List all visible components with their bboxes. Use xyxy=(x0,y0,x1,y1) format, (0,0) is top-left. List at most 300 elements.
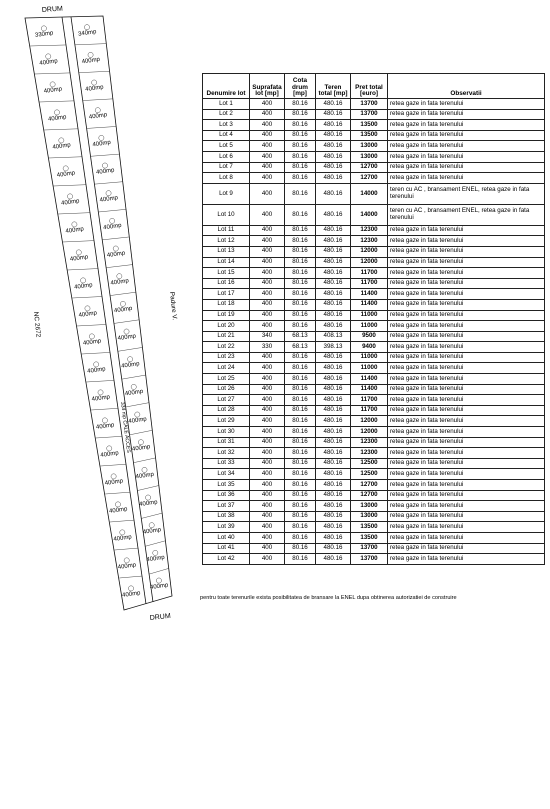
lot-name-cell: Lot 38 xyxy=(203,511,250,522)
lot-name-cell: Lot 14 xyxy=(203,257,250,268)
lot-area-label: 400mp xyxy=(87,366,107,375)
lot-divider xyxy=(119,576,142,578)
lot-number-marker xyxy=(76,250,81,255)
total-land-cell: 480.16 xyxy=(316,480,351,491)
total-land-cell: 480.16 xyxy=(316,204,351,225)
total-land-cell: 480.16 xyxy=(316,374,351,385)
lot-area-label: 400mp xyxy=(113,534,133,543)
road-share-cell: 80.16 xyxy=(285,278,316,289)
table-row xyxy=(203,278,545,289)
lot-divider xyxy=(39,101,74,102)
notes-cell: retea gaze in fata terenului xyxy=(388,268,545,279)
table-row xyxy=(203,130,545,141)
lot-area-label: 400mp xyxy=(60,198,80,207)
lots-table xyxy=(202,73,545,565)
table-row xyxy=(203,554,545,565)
price-cell: 13000 xyxy=(351,141,388,152)
plot-outline xyxy=(25,16,172,610)
lot-area-cell: 400 xyxy=(250,522,285,533)
lot-number-marker xyxy=(131,384,136,389)
notes-cell: retea gaze in fata terenului xyxy=(388,511,545,522)
lot-area-cell: 400 xyxy=(250,246,285,257)
total-land-cell: 480.16 xyxy=(316,554,351,565)
total-land-cell: 480.16 xyxy=(316,522,351,533)
lot-name-cell: Lot 12 xyxy=(203,236,250,247)
price-cell: 12700 xyxy=(351,173,388,184)
total-land-cell: 480.16 xyxy=(316,246,351,257)
notes-cell: retea gaze in fata terenului xyxy=(388,554,545,565)
notes-cell: retea gaze in fata terenului xyxy=(388,120,545,131)
road-bottom-label: DRUM xyxy=(149,612,172,622)
total-land-cell: 480.16 xyxy=(316,130,351,141)
road-share-cell: 80.16 xyxy=(285,501,316,512)
total-land-cell: 480.16 xyxy=(316,490,351,501)
lot-area-label: 400mp xyxy=(69,254,89,263)
road-share-cell: 80.16 xyxy=(285,299,316,310)
notes-cell: retea gaze in fata terenului xyxy=(388,278,545,289)
road-share-cell: 80.16 xyxy=(285,141,316,152)
road-share-cell: 80.16 xyxy=(285,321,316,332)
lot-area-label: 400mp xyxy=(104,478,124,487)
lot-number-marker xyxy=(142,467,147,472)
price-cell: 13500 xyxy=(351,532,388,543)
notes-cell: retea gaze in fata terenului xyxy=(388,363,545,374)
notes-cell: retea gaze in fata terenului xyxy=(388,151,545,162)
lot-area-cell: 400 xyxy=(250,289,285,300)
road-share-cell: 80.16 xyxy=(285,554,316,565)
price-cell: 11700 xyxy=(351,395,388,406)
col-header-total-land: Teren total [mp] xyxy=(316,74,351,99)
lot-area-cell: 400 xyxy=(250,257,285,268)
lot-name-cell: Lot 34 xyxy=(203,469,250,480)
lot-number-marker xyxy=(59,138,64,143)
table-row xyxy=(203,342,545,353)
lot-area-cell: 400 xyxy=(250,151,285,162)
lot-divider xyxy=(130,430,153,435)
lot-area-label: 400mp xyxy=(128,416,148,426)
price-cell: 9400 xyxy=(351,342,388,353)
lot-name-cell: Lot 6 xyxy=(203,151,250,162)
road-share-cell: 80.16 xyxy=(285,448,316,459)
lot-name-cell: Lot 42 xyxy=(203,554,250,565)
lot-area-label: 400mp xyxy=(56,170,76,179)
total-land-cell: 480.16 xyxy=(316,395,351,406)
lot-number-marker xyxy=(111,474,116,479)
lot-area-label: 400mp xyxy=(138,499,158,509)
table-row xyxy=(203,480,545,491)
lot-area-label: 400mp xyxy=(95,167,115,177)
lot-name-cell: Lot 16 xyxy=(203,278,250,289)
notes-cell: retea gaze in fata terenului xyxy=(388,331,545,342)
lot-name-cell: Lot 3 xyxy=(203,120,250,131)
lot-area-label: 400mp xyxy=(131,444,151,453)
table-row xyxy=(203,289,545,300)
table-row xyxy=(203,352,545,363)
total-land-cell: 480.16 xyxy=(316,405,351,416)
price-cell: 12700 xyxy=(351,162,388,173)
lot-area-label: 400mp xyxy=(120,361,140,370)
lot-name-cell: Lot 40 xyxy=(203,532,250,543)
table-row xyxy=(203,173,545,184)
road-share-cell: 80.16 xyxy=(285,490,316,501)
lot-number-marker xyxy=(81,278,86,283)
total-land-cell: 480.16 xyxy=(316,299,351,310)
table-row xyxy=(203,162,545,173)
table-row xyxy=(203,395,545,406)
total-land-cell: 480.16 xyxy=(316,162,351,173)
access-road-label: 334 mp CALE ACCES xyxy=(119,401,132,454)
lot-name-cell: Lot 8 xyxy=(203,173,250,184)
lot-name-cell: Lot 10 xyxy=(203,204,250,225)
table-row xyxy=(203,458,545,469)
lot-name-cell: Lot 26 xyxy=(203,384,250,395)
road-share-cell: 80.16 xyxy=(285,543,316,554)
lot-divider xyxy=(34,73,70,74)
price-cell: 13700 xyxy=(351,109,388,120)
price-cell: 12300 xyxy=(351,236,388,247)
table-row xyxy=(203,543,545,554)
lot-number-marker xyxy=(67,194,72,199)
price-cell: 12500 xyxy=(351,458,388,469)
table-row xyxy=(203,268,545,279)
road-share-cell: 80.16 xyxy=(285,352,316,363)
road-share-cell: 80.16 xyxy=(285,310,316,321)
price-cell: 12000 xyxy=(351,257,388,268)
total-land-cell: 480.16 xyxy=(316,384,351,395)
total-land-cell: 480.16 xyxy=(316,257,351,268)
notes-cell: retea gaze in fata terenului xyxy=(388,130,545,141)
price-cell: 13700 xyxy=(351,543,388,554)
notes-cell: retea gaze in fata terenului xyxy=(388,437,545,448)
price-cell: 12000 xyxy=(351,246,388,257)
lot-name-cell: Lot 2 xyxy=(203,109,250,120)
lot-area-label: 400mp xyxy=(82,338,102,347)
lot-area-cell: 400 xyxy=(250,141,285,152)
lot-number-marker xyxy=(120,530,125,535)
total-land-cell: 480.16 xyxy=(316,120,351,131)
lot-divider xyxy=(126,403,149,407)
lot-divider xyxy=(149,568,169,574)
lot-divider xyxy=(58,213,90,214)
lot-area-cell: 400 xyxy=(250,99,285,110)
total-land-cell: 480.16 xyxy=(316,321,351,332)
notes-cell: retea gaze in fata terenului xyxy=(388,342,545,353)
road-share-cell: 68.13 xyxy=(285,331,316,342)
table-row xyxy=(203,141,545,152)
notes-cell: retea gaze in fata terenului xyxy=(388,246,545,257)
lot-number-marker xyxy=(41,26,46,31)
lot-divider xyxy=(106,265,132,268)
lot-name-cell: Lot 37 xyxy=(203,501,250,512)
lot-name-cell: Lot 31 xyxy=(203,437,250,448)
lot-divider xyxy=(114,320,139,324)
notes-cell: retea gaze in fata terenului xyxy=(388,99,545,110)
lot-area-cell: 400 xyxy=(250,173,285,184)
lot-name-cell: Lot 23 xyxy=(203,352,250,363)
lot-number-marker xyxy=(95,108,100,113)
total-land-cell: 480.16 xyxy=(316,427,351,438)
table-row xyxy=(203,257,545,268)
table-row xyxy=(203,299,545,310)
road-share-cell: 80.16 xyxy=(285,469,316,480)
lot-area-cell: 400 xyxy=(250,416,285,427)
right-neighbor-label: Padure V. xyxy=(168,291,178,321)
lot-divider xyxy=(115,548,138,550)
lot-area-cell: 400 xyxy=(250,183,285,204)
total-land-cell: 480.16 xyxy=(316,183,351,204)
road-share-cell: 80.16 xyxy=(285,395,316,406)
lot-area-cell: 400 xyxy=(250,532,285,543)
road-share-cell: 80.16 xyxy=(285,427,316,438)
lot-area-label: 400mp xyxy=(81,56,101,66)
table-row xyxy=(203,99,545,110)
notes-cell: retea gaze in fata terenului xyxy=(388,109,545,120)
lot-divider xyxy=(44,129,78,130)
lot-area-cell: 400 xyxy=(250,469,285,480)
lot-number-marker xyxy=(72,222,77,227)
lot-divider xyxy=(63,241,94,242)
lot-area-cell: 400 xyxy=(250,310,285,321)
lot-number-marker xyxy=(88,52,93,57)
road-share-cell: 80.16 xyxy=(285,532,316,543)
lot-area-label: 400mp xyxy=(102,222,122,232)
road-share-cell: 80.16 xyxy=(285,183,316,204)
road-share-cell: 68.13 xyxy=(285,342,316,353)
lot-area-cell: 400 xyxy=(250,543,285,554)
lot-divider xyxy=(105,492,130,494)
col-header-road-share: Cota drum [mp] xyxy=(285,74,316,99)
notes-cell: retea gaze in fata terenului xyxy=(388,395,545,406)
lot-number-marker xyxy=(85,306,90,311)
price-cell: 13700 xyxy=(351,554,388,565)
lot-divider xyxy=(96,436,122,438)
road-share-cell: 80.16 xyxy=(285,173,316,184)
table-row xyxy=(203,469,545,480)
lot-number-marker xyxy=(46,54,51,59)
table-row xyxy=(203,532,545,543)
road-share-cell: 80.16 xyxy=(285,268,316,279)
lot-area-label: 330mp xyxy=(34,30,54,39)
lot-divider xyxy=(30,45,66,46)
table-row xyxy=(203,204,545,225)
table-row xyxy=(203,490,545,501)
lot-divider xyxy=(98,209,126,212)
lot-area-cell: 400 xyxy=(250,236,285,247)
total-land-cell: 480.16 xyxy=(316,511,351,522)
table-header-row xyxy=(203,74,545,99)
lot-number-marker xyxy=(153,550,158,555)
subdivision-plan xyxy=(0,0,200,640)
lot-divider xyxy=(102,237,129,240)
lot-area-label: 400mp xyxy=(92,139,112,149)
price-cell: 11700 xyxy=(351,268,388,279)
lot-area-cell: 400 xyxy=(250,554,285,565)
lot-area-label: 400mp xyxy=(39,58,59,67)
lot-number-marker xyxy=(98,390,103,395)
lot-divider xyxy=(91,408,118,410)
lot-divider xyxy=(75,44,106,45)
lot-area-cell: 400 xyxy=(250,268,285,279)
total-land-cell: 480.16 xyxy=(316,109,351,120)
total-land-cell: 480.16 xyxy=(316,458,351,469)
total-land-cell: 480.16 xyxy=(316,501,351,512)
lot-area-label: 400mp xyxy=(106,250,126,260)
road-share-cell: 80.16 xyxy=(285,405,316,416)
lot-name-cell: Lot 13 xyxy=(203,246,250,257)
lot-number-marker xyxy=(135,412,140,417)
lot-divider xyxy=(83,99,113,101)
lot-divider xyxy=(91,154,120,156)
lot-area-cell: 400 xyxy=(250,162,285,173)
road-share-cell: 80.16 xyxy=(285,511,316,522)
left-neighbor-label: NC 2672 xyxy=(32,311,42,338)
road-share-cell: 80.16 xyxy=(285,384,316,395)
lot-name-cell: Lot 11 xyxy=(203,225,250,236)
lot-divider xyxy=(100,464,126,466)
price-cell: 11000 xyxy=(351,321,388,332)
table-row xyxy=(203,511,545,522)
lot-number-marker xyxy=(124,558,129,563)
lot-divider xyxy=(72,297,102,298)
lot-divider xyxy=(141,513,162,518)
road-share-cell: 80.16 xyxy=(285,363,316,374)
lot-area-cell: 400 xyxy=(250,384,285,395)
lot-area-label: 400mp xyxy=(117,333,137,343)
lot-divider xyxy=(122,375,146,379)
lot-divider xyxy=(145,541,165,547)
road-share-cell: 80.16 xyxy=(285,204,316,225)
total-land-cell: 398.13 xyxy=(316,342,351,353)
price-cell: 12000 xyxy=(351,427,388,438)
lot-area-cell: 400 xyxy=(250,448,285,459)
lot-name-cell: Lot 25 xyxy=(203,374,250,385)
lot-area-label: 400mp xyxy=(108,506,128,515)
total-land-cell: 480.16 xyxy=(316,416,351,427)
lot-name-cell: Lot 36 xyxy=(203,490,250,501)
lot-area-cell: 400 xyxy=(250,511,285,522)
table-row xyxy=(203,427,545,438)
lot-number-marker xyxy=(113,246,118,251)
road-share-cell: 80.16 xyxy=(285,151,316,162)
lot-number-marker xyxy=(102,163,107,168)
lot-divider xyxy=(137,486,158,491)
table-row xyxy=(203,363,545,374)
road-share-cell: 80.16 xyxy=(285,99,316,110)
road-share-cell: 80.16 xyxy=(285,289,316,300)
table-row xyxy=(203,109,545,120)
lot-divider xyxy=(79,71,110,72)
lot-name-cell: Lot 24 xyxy=(203,363,250,374)
lot-name-cell: Lot 21 xyxy=(203,331,250,342)
total-land-cell: 480.16 xyxy=(316,236,351,247)
lot-name-cell: Lot 39 xyxy=(203,522,250,533)
lot-number-marker xyxy=(89,334,94,339)
lot-number-marker xyxy=(128,357,133,362)
price-cell: 12000 xyxy=(351,416,388,427)
lot-name-cell: Lot 15 xyxy=(203,268,250,279)
lot-number-marker xyxy=(149,523,154,528)
notes-cell: retea gaze in fata terenului xyxy=(388,532,545,543)
lot-area-label: 400mp xyxy=(78,310,98,319)
lot-area-cell: 400 xyxy=(250,130,285,141)
lot-area-cell: 400 xyxy=(250,363,285,374)
total-land-cell: 480.16 xyxy=(316,532,351,543)
total-land-cell: 480.16 xyxy=(316,151,351,162)
notes-cell: retea gaze in fata terenului xyxy=(388,427,545,438)
total-land-cell: 480.16 xyxy=(316,363,351,374)
lot-number-marker xyxy=(110,218,115,223)
price-cell: 13000 xyxy=(351,151,388,162)
road-share-cell: 80.16 xyxy=(285,374,316,385)
lot-area-label: 340mp xyxy=(77,29,97,38)
lot-area-cell: 400 xyxy=(250,278,285,289)
lot-area-label: 400mp xyxy=(110,278,130,287)
total-land-cell: 480.16 xyxy=(316,268,351,279)
road-share-cell: 80.16 xyxy=(285,458,316,469)
notes-cell: retea gaze in fata terenului xyxy=(388,480,545,491)
road-share-cell: 80.16 xyxy=(285,236,316,247)
price-cell: 13000 xyxy=(351,511,388,522)
table-row xyxy=(203,225,545,236)
lot-area-cell: 400 xyxy=(250,427,285,438)
road-share-cell: 80.16 xyxy=(285,246,316,257)
lot-area-cell: 400 xyxy=(250,225,285,236)
total-land-cell: 480.16 xyxy=(316,543,351,554)
table-row xyxy=(203,501,545,512)
lot-number-marker xyxy=(115,502,120,507)
notes-cell: retea gaze in fata terenului xyxy=(388,225,545,236)
lot-divider xyxy=(110,520,134,522)
lot-area-label: 400mp xyxy=(84,84,105,94)
notes-cell: retea gaze in fata terenului xyxy=(388,352,545,363)
total-land-cell: 480.16 xyxy=(316,469,351,480)
notes-cell: retea gaze in fata terenului xyxy=(388,257,545,268)
lot-name-cell: Lot 22 xyxy=(203,342,250,353)
notes-cell: retea gaze in fata terenului xyxy=(388,522,545,533)
lot-number-marker xyxy=(102,418,107,423)
price-cell: 12300 xyxy=(351,448,388,459)
lot-divider xyxy=(86,380,114,382)
lot-name-cell: Lot 9 xyxy=(203,183,250,204)
notes-cell: retea gaze in fata terenului xyxy=(388,416,545,427)
lot-number-marker xyxy=(138,440,143,445)
lot-number-marker xyxy=(54,110,59,115)
total-land-cell: 480.16 xyxy=(316,141,351,152)
lot-divider xyxy=(110,292,136,295)
table-row xyxy=(203,151,545,162)
price-cell: 11000 xyxy=(351,363,388,374)
lot-name-cell: Lot 4 xyxy=(203,130,250,141)
total-land-cell: 480.16 xyxy=(316,289,351,300)
road-share-cell: 80.16 xyxy=(285,225,316,236)
price-cell: 11400 xyxy=(351,374,388,385)
lot-area-cell: 400 xyxy=(250,299,285,310)
table-row xyxy=(203,236,545,247)
lot-name-cell: Lot 5 xyxy=(203,141,250,152)
lot-area-label: 400mp xyxy=(73,282,93,291)
lot-name-cell: Lot 17 xyxy=(203,289,250,300)
total-land-cell: 480.16 xyxy=(316,448,351,459)
table-row xyxy=(203,448,545,459)
table-row xyxy=(203,384,545,395)
lot-area-label: 400mp xyxy=(135,471,155,481)
lot-number-marker xyxy=(94,362,99,367)
road-share-cell: 80.16 xyxy=(285,437,316,448)
price-cell: 11400 xyxy=(351,289,388,300)
total-land-cell: 408.13 xyxy=(316,331,351,342)
lot-number-marker xyxy=(84,25,89,30)
notes-cell: retea gaze in fata terenului xyxy=(388,384,545,395)
